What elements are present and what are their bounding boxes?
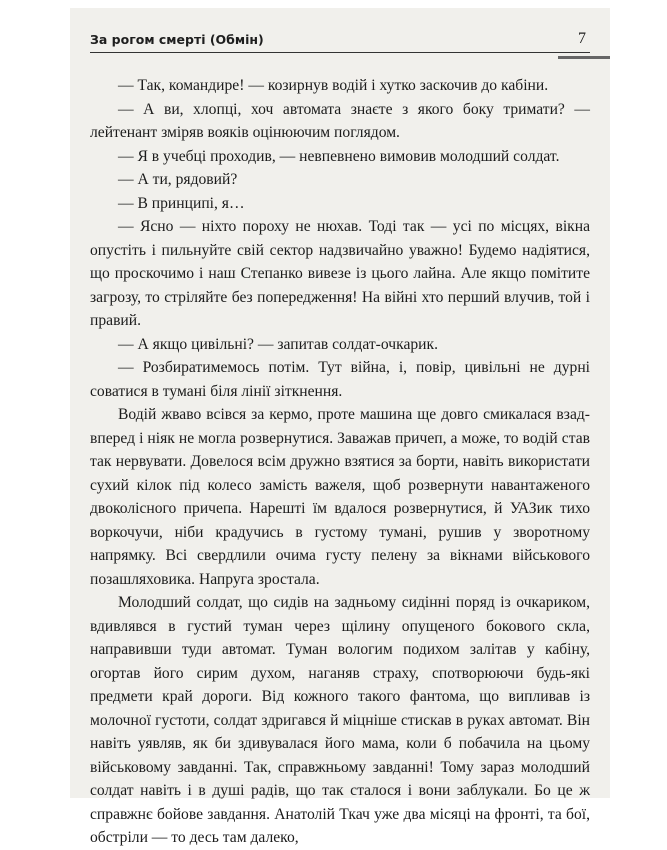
body-text bbox=[90, 74, 590, 850]
paragraph: — А якщо цивільні? — запитав солдат-очкарик. bbox=[118, 335, 438, 353]
paragraph: Молодший солдат, що сидів на задньому сидінні поряд із очкариком, вдивлявся в густий туман через щілину опущеного бокового скла, направивши туди автомат. Туман вологим подихом залітав у кабіну, огортав його сирим духом, наганяв страху, спотворюючи будь-які предмети край дороги. Від кожного такого фантома, що випливав із молочної густоти, солдат здригався й міцніше стискав в руках автомат. Він навіть уявляв, як би здивувалася його мама, коли б побачила на цьому військовому завданні. Так, справжньому завданні! Тому зараз молодший солдат навіть і в душі радів, що так сталося і вони заблукали. Бо це ж справжнє бойове завдання. Анатолій Ткач уже два місяці на фронті, та бої, обстріли — то десь там далеко, bbox=[90, 594, 590, 846]
page-number: 7 bbox=[578, 30, 586, 47]
header-mark bbox=[558, 56, 610, 59]
paragraph: — А ти, рядовий? bbox=[118, 171, 238, 188]
running-title: За рогом смерті (Обмін) bbox=[90, 32, 264, 47]
running-header bbox=[90, 32, 590, 53]
paragraph: — Ясно — ніхто пороху не нюхав. Тоді так — усі по місцях, вікна опустіть і пильнуйте свій сектор надзвичайно уважно! Будемо надіятися, що проскочимо і наш Степанко вивезе із цього лайна. Але якщо помітите загрозу, то стріляйте без попередження! На війні хто перший влучив, той і правий. bbox=[90, 218, 590, 329]
paragraph: — Розбиратимемось потім. Тут війна, і, повір, цивільні не дурні соватися в тумані біля лінії зіткнення. bbox=[90, 359, 590, 400]
paragraph: — А ви, хлопці, хоч автомата знаєте з якого боку тримати? — лейтенант зміряв вояків оцінюючим поглядом. bbox=[90, 100, 590, 141]
paragraph: — В принципі, я… bbox=[118, 194, 245, 212]
book-page bbox=[70, 8, 610, 846]
paragraph: — Я в учебці проходив, — невпевнено вимовив молодший солдат. bbox=[118, 147, 560, 165]
paragraph: Водій жваво всівся за кермо, проте машина ще довго смикалася взад-вперед і ніяк не могла розвернутися. Заважав причеп, а може, то водій став так нервувати. Довелося всім дружно взятися за борти, навіть використати сухий кілок під колесо замість важеля, щоб розвернути навантаженого двоколісного причепа. Нарешті їм вдалося розвернутися, й УАЗик тихо воркочучи, ніби крадучись в густому тумані, рушив у зворотному напрямку. Всі свердлили очима густу пелену за вікнами військового позашляховика. Напруга зростала. bbox=[90, 406, 590, 588]
paragraph: — Так, командире! — козирнув водій і хутко заскочив до кабіни. bbox=[118, 77, 549, 94]
